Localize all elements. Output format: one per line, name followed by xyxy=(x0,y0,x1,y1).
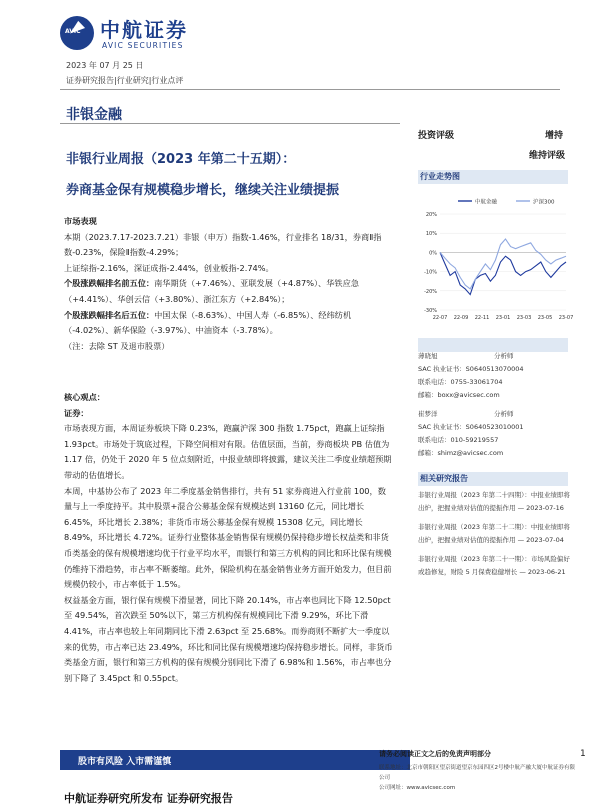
bottom-five-text: 中国太保（-8.63%）、中国人寿（-6.85%）、经纬纺机（-4.02%）、新华保险（-3.97%）、中油资本（-3.78%）。 xyxy=(64,309,352,336)
core-heading: 核心观点： xyxy=(64,392,105,402)
core-paragraph-3: 权益基金方面，银行保有规模下滑显著，同比下降 20.14%，市占率也同比下降 12.50pct 至 49.54%，首次跌至 50%以下，第三方机构保有规模同比下滑 9.29%，环比下滑 4.41%，市占率也较上年同期同比下滑 2.63pct 至 25.68%。而券商则不断扩大一季度以来的优势，市占率已达 23.49%，环比和同比保有规模增速均保持稳步增长。同样，非货币类基金方面，银行和第三方机构的保有规模分别同比下滑了 6.98%和 1.56%，市占率也分别下降了 3.45pct 和 0.55pct。 xyxy=(64,594,393,683)
header-divider xyxy=(60,89,560,90)
analyst-title: 分析师 xyxy=(494,410,514,418)
market-bottom-five xyxy=(64,308,394,339)
analyst-2 xyxy=(418,408,524,460)
related-heading: 相关研究报告 xyxy=(418,472,568,486)
x-tick-label: 22-11 xyxy=(474,315,490,321)
y-tick-label: -10% xyxy=(424,269,437,276)
market-note: （注：去除 ST 及退市股票） xyxy=(64,340,170,351)
footer-title: 中航证券研究所发布 证券研究报告 xyxy=(64,792,233,805)
related-item[interactable]: 非银行业周报（2023 年第二十二期）：中报业绩即将出炉，把握业绩对估值的提振作用 — 2023-07-04 xyxy=(418,523,570,544)
x-tick-label: 22-09 xyxy=(453,315,469,321)
y-tick-label: -30% xyxy=(424,308,437,314)
analyst-phone: 联系电话：010-59219557 xyxy=(418,436,499,444)
analyst-name: 薄晓旭 xyxy=(418,352,438,360)
y-tick-label: 0% xyxy=(429,250,437,257)
report-title-line2: 券商基金保有规模稳步增长，继续关注业绩提振 xyxy=(66,183,340,198)
company-address: 联系地址：北京市朝阳区望京街道望京东园四区2号楼中航产融大厦中航证券有限公司 xyxy=(379,765,576,781)
page-number: 1 xyxy=(580,749,586,759)
report-date: 2023 年 07 月 25 日 xyxy=(66,61,144,70)
company-website[interactable]: 公司网址：www.avicsec.com xyxy=(379,785,456,791)
series-line xyxy=(440,252,566,294)
analyst-email[interactable]: 邮箱：shimz@avicsec.com xyxy=(418,449,504,457)
y-tick-label: 20% xyxy=(425,212,437,218)
industry-trend-chart xyxy=(418,192,574,324)
analyst-cert: SAC 执业证书：S0640513070004 xyxy=(418,365,524,373)
analyst-email[interactable]: 邮箱：boxx@avicsec.com xyxy=(418,391,500,399)
x-tick-label: 23-05 xyxy=(537,315,553,321)
company-info xyxy=(379,763,579,793)
rating-value: 增持 xyxy=(545,131,564,141)
core-subheading: 证券： xyxy=(64,407,89,418)
analyst-phone: 联系电话：0755-33061704 xyxy=(418,378,503,386)
x-tick-label: 23-01 xyxy=(495,315,511,321)
analyst-title: 分析师 xyxy=(494,352,514,360)
x-tick-label: 23-07 xyxy=(558,315,574,321)
core-paragraph-1: 市场表现方面，本周证券板块下降 0.23%，跑赢沪深 300 指数 1.75pct，跑赢上证综指 1.93pct。市场处于筑底过程，下降空间相对有限。估值层面，当前，券商板块 PB 估值为 1.17 倍，仍处于 2020 年 5 位点刻附近，中报业绩即将披露，建议关注二季度业绩超预期带动的估值增长。 xyxy=(64,423,392,480)
risk-banner xyxy=(60,750,410,770)
rating-sub: 维持评级 xyxy=(529,151,566,161)
market-heading: 市场表现 xyxy=(64,216,97,226)
sector-divider xyxy=(60,123,400,124)
x-tick-label: 22-07 xyxy=(432,315,448,321)
top-five-label: 个股涨跌幅排名前五位： xyxy=(64,278,155,289)
market-section xyxy=(64,214,394,354)
company-name-en: AVIC SECURITIES xyxy=(102,41,184,50)
market-top-five xyxy=(64,276,394,307)
related-list xyxy=(418,489,570,585)
report-title-line1: 非银行业周报（2023 年第二十五期）： xyxy=(66,152,296,167)
y-tick-label: -20% xyxy=(424,288,437,295)
related-item[interactable]: 非银行业周报（2023 年第二十四期）：中报业绩即将出炉，把握业绩对估值的提振作用 — 2023-07-16 xyxy=(418,491,570,512)
company-logo xyxy=(60,14,200,56)
report-breadcrumb: 证券研究报告|行业研究|行业点评 xyxy=(66,76,184,85)
market-line2: 上证综指-2.16%，深证成指-2.44%，创业板指-2.74%。 xyxy=(64,262,274,273)
analyst-name: 崔梦洋 xyxy=(418,410,438,418)
disclaimer-note: 请务必阅读正文之后的免责声明部分 xyxy=(379,750,491,758)
legend-label: 中航金融 xyxy=(475,199,498,206)
trend-chart-heading: 行业走势图 xyxy=(418,170,568,184)
company-emblem-icon: AVIC xyxy=(60,16,94,50)
legend-label: 沪深300 xyxy=(533,199,555,206)
company-name-cn: 中航证券 xyxy=(100,18,188,42)
core-paragraph-2: 本周，中基协公布了 2023 年二季度基金销售排行，共有 51 家券商进入行业前 100，数量与上一季度持平。其中股票+混合公募基金保有规模达到 13160 亿元，同比增长 6.45%，环比增长 2.38%；非货币市场公募基金保有规模 15308 亿元，同比增长 8.49%，环比增长 4.72%。证券行业整体基金销售保有规模仍保持稳步增长权益类和非货币类基金的保有规模增速均优于行业平均水平，而银行和第三方机构的同比和环比保有规模仍维持下滑趋势，市占率不断萎缩。此外，保险机构在基金销售业务方面开始发力，但目前规模仍较小，市占率低于 1.5%。 xyxy=(64,485,392,590)
top-five-text: 南华期货（+7.46%）、亚联发展（+4.87%）、华铁应急（+4.41%）、华创云信（+3.80%）、浙江东方（+2.84%）； xyxy=(64,278,359,304)
risk-text: 股市有风险 入市需谨慎 xyxy=(78,757,172,767)
x-tick-label: 23-03 xyxy=(516,315,532,321)
analyst-cert: SAC 执业证书：S0640523010001 xyxy=(418,423,524,431)
analyst-1 xyxy=(418,350,524,402)
core-section xyxy=(64,390,394,686)
related-item[interactable]: 非银行业周报（2023 年第二十一期）：市场风险偏好或趋修复，财险 5 月保费稳健增长 — 2023-06-21 xyxy=(418,555,570,576)
sector-title: 非银金融 xyxy=(66,107,122,123)
bottom-five-label: 个股涨跌幅排名后五位： xyxy=(64,309,155,320)
market-line1: 本期（2023.7.17-2023.7.21）非银（申万）指数-1.46%，行业排名 18/31，券商Ⅱ指数-0.23%，保险Ⅱ指数-4.29%； xyxy=(64,231,382,258)
y-tick-label: 10% xyxy=(425,231,437,238)
rating-label: 投资评级 xyxy=(418,131,455,141)
